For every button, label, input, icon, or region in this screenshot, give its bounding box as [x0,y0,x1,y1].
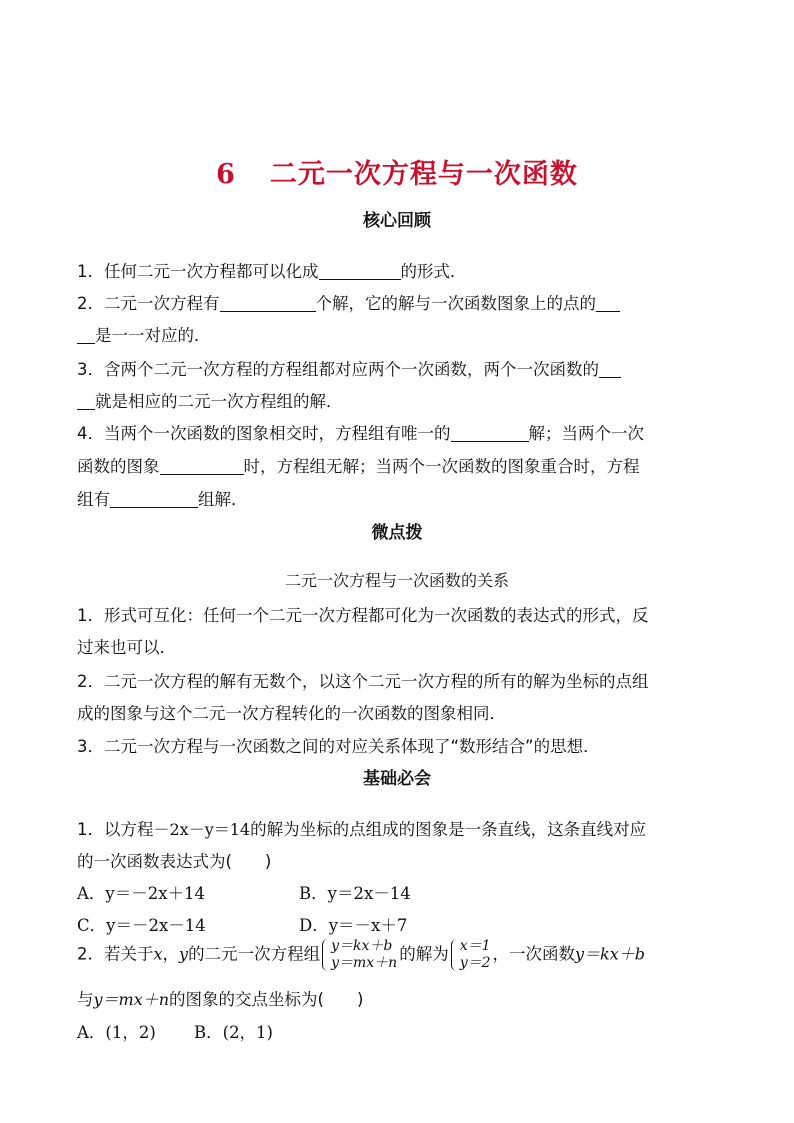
tip-2-line1: 2．二元一次方程的解有无数个，以这个二元一次方程的所有的解为坐标的点组 [77,672,649,691]
basic-q2-text-e: 与 [77,990,94,1009]
review-q4-text: 4．当两个一次函数的图象相交时，方程组有唯一的 [77,424,451,443]
section-heading-core-review: 核心回顾 [363,211,431,231]
review-q1 [77,258,719,282]
review-q4-line1 [77,420,719,444]
basic-q1-option-d[interactable]: D．y＝－x＋7 [299,916,408,935]
section-heading-tips: 微点拨 [371,523,423,543]
answer-blank [319,262,401,280]
review-q4-text-e: 组有 [77,490,110,509]
basic-q2-line1 [77,938,719,972]
review-q2-line2 [77,322,719,346]
left-brace-icon [451,939,458,971]
basic-q1-line1 [77,816,719,840]
tip-1-line1: 1．形式可互化：任何一个二元一次方程都可化为一次函数的表达式的形式，反 [77,606,649,625]
review-q4-text-mid: 解；当两个一次 [528,424,644,443]
basic-q1-option-a[interactable]: A．y＝－2x＋14 [77,884,206,903]
review-q4-text-c: 函数的图象 [77,457,160,476]
title-text: 二元一次方程与一次函数 [269,159,578,190]
solution-row-1: x＝1 [459,938,491,954]
answer-blank [77,326,95,344]
system-row-1: y＝kx＋b [331,938,393,954]
review-q2-line1 [77,290,719,314]
tip-2-line2: 成的图象与这个二元一次方程转化的一次函数的图象相同． [77,704,506,723]
review-q2-text-mid: 个解，它的解与一次函数图象上的点的 [315,294,596,313]
equation-system [322,938,397,972]
answer-blank [77,392,95,410]
basic-q1-line2: 的一次函数表达式为( ) [77,852,272,871]
basic-q2-text-end: 的图象的交点坐标为( ) [169,990,364,1009]
answer-blank [220,294,316,312]
variable-y: y [179,944,189,964]
basic-q1-equation: －2x－y＝14 [153,820,251,839]
basic-q2-option-a[interactable]: A．(1，2) [77,1023,156,1042]
review-q2-text-end: 是一一对应的． [95,326,211,345]
function-1: y＝kx＋b [575,944,646,964]
tip-3: 3．二元一次方程与一次函数之间的对应关系体现了“数形结合”的思想． [77,737,600,756]
review-q2-text: 2．二元一次方程有 [77,294,220,313]
tip-1-line2: 过来也可以． [77,638,176,657]
review-q3-line2 [77,388,719,412]
variable-x: x [153,944,163,964]
review-q1-text: 1．任何二元一次方程都可以化成 [77,262,319,281]
tips-subheading: 二元一次方程与一次函数的关系 [284,571,509,590]
separator: ， [162,944,180,964]
review-q4-text-d: 时，方程组无解；当两个一次函数的图象重合时，方程 [243,457,640,476]
function-2: y＝mx＋n [93,990,170,1009]
basic-q1-text: 1．以方程 [77,820,154,839]
solution-system [451,938,491,972]
basic-q2-line2 [77,986,719,1010]
review-q3-text: 3．含两个二元一次方程的方程组都对应两个一次函数，两个一次函数的 [77,360,599,379]
system-row-2: y＝mx＋n [331,955,398,971]
basic-q1-option-b[interactable]: B．y＝2x－14 [299,884,411,903]
answer-blank [160,457,244,475]
basic-q2-option-b[interactable]: B．(2，1) [194,1023,273,1042]
answer-blank [110,490,198,508]
review-q3-text-end: 就是相应的二元一次方程组的解． [95,392,343,411]
review-q1-text-end: 的形式． [400,262,467,281]
basic-q2-text-c: 的解为 [399,944,449,964]
review-q4-line2 [77,453,719,477]
review-q3-line1 [77,356,719,380]
answer-blank [599,360,621,378]
answer-blank [451,424,529,442]
left-brace-icon [322,939,329,971]
basic-q2-text-b: 的二元一次方程组 [188,944,321,964]
basic-q1-option-c[interactable]: C．y＝－2x－14 [77,916,206,935]
answer-blank [596,294,620,312]
solution-row-2: y＝2 [459,955,491,971]
basic-q2-text-d: ，一次函数 [492,944,576,964]
basic-q1-text-end: 的解为坐标的点组成的图象是一条直线，这条直线对应 [250,820,647,839]
basic-q2-text: 2．若关于 [77,944,154,964]
section-heading-basics: 基础必会 [363,769,431,789]
review-q4-text-end: 组解． [198,490,248,509]
page-title [0,152,794,191]
review-q4-line3 [77,486,719,510]
title-number: 6 [216,159,236,190]
